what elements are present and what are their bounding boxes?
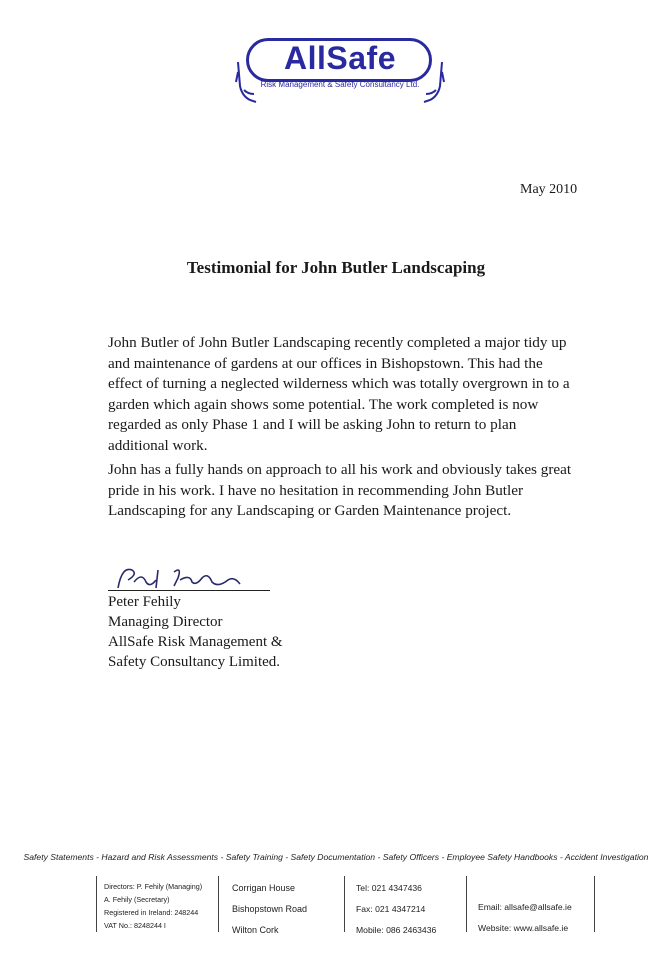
footer-phone-line: Tel: 021 4347436	[356, 883, 422, 893]
signatory-org-line-2: Safety Consultancy Limited.	[108, 654, 281, 670]
footer-divider	[96, 876, 97, 932]
signatory-name: Peter Fehily	[108, 594, 181, 610]
footer-divider	[466, 876, 467, 932]
signatory-org-line-1: AllSafe Risk Management &	[108, 634, 283, 650]
footer-address-line: Wilton Cork	[232, 925, 279, 935]
body-paragraph-2: John has a fully hands on approach to all his work and obviously takes great pride in his work. I have no hesitation in recommending John Butler Landscaping for any Landscaping or Garden Maintenance project.	[108, 461, 572, 519]
footer-address-line: Corrigan House	[232, 883, 296, 893]
footer-directors-line: Registered in Ireland: 248244	[104, 908, 199, 917]
right-hand-icon	[422, 60, 446, 106]
footer-directors-line: VAT No.: 8248244 I	[104, 921, 166, 930]
company-logo	[232, 30, 448, 110]
footer-divider	[218, 876, 219, 932]
footer-phones	[356, 878, 436, 941]
handwritten-signature	[112, 562, 272, 592]
footer-services: Safety Statements - Hazard and Risk Assessments - Safety Training - Safety Documentation - Safety Officers - Employee Safety Handbooks - Accident Investigation	[23, 852, 649, 862]
footer-divider	[594, 876, 595, 932]
footer-directors-line: Directors: P. Fehily (Managing)	[104, 882, 203, 891]
footer-directors-line: A. Fehily (Secretary)	[104, 895, 170, 904]
logo-brand-text: AllSafe	[284, 40, 396, 76]
footer-divider	[344, 876, 345, 932]
footer-phone-line: Fax: 021 4347214	[356, 904, 426, 914]
footer-directors	[104, 880, 202, 932]
footer-phone-line: Mobile: 086 2463436	[356, 925, 437, 935]
signatory-role: Managing Director	[108, 614, 223, 630]
footer-online	[478, 897, 572, 939]
footer-address-line: Bishopstown Road	[232, 904, 308, 914]
letter-title: Testimonial for John Butler Landscaping	[186, 258, 486, 277]
left-hand-icon	[234, 60, 258, 106]
body-paragraph-1: John Butler of John Butler Landscaping recently completed a major tidy up and maintenance of gardens at our offices in Bishopstown. This had the effect of turning a neglected wilderness which was totally overgrown in to a garden which again shows some potential. The work completed is now regarded as only Phase 1 and I will be asking John to return to plan additional work.	[108, 334, 570, 454]
footer-email: Email: allsafe@allsafe.ie	[478, 902, 572, 912]
logo-tagline: Risk Management & Safety Consultancy Ltd.	[260, 80, 420, 89]
footer-website: Website: www.allsafe.ie	[478, 923, 569, 933]
footer-address	[232, 878, 307, 941]
signature-line	[108, 590, 270, 591]
letter-date: May 2010	[520, 182, 578, 197]
